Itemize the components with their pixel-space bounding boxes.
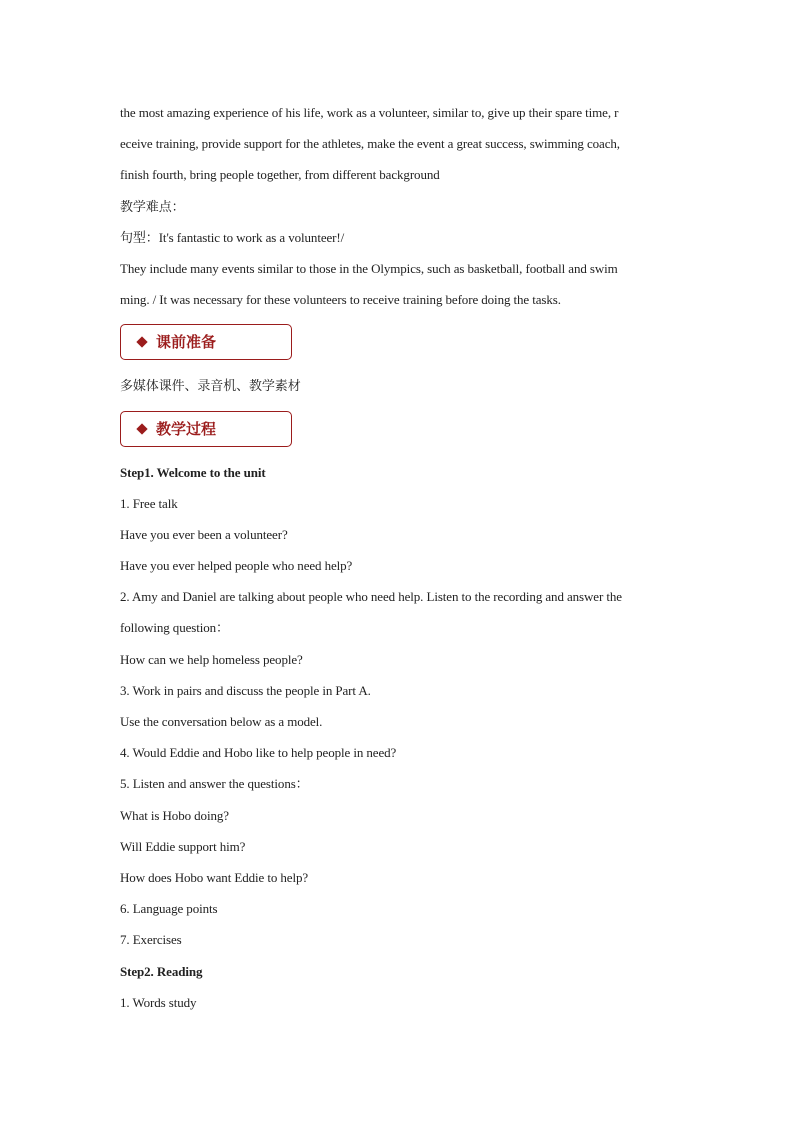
diamond-icon <box>136 337 147 348</box>
difficulty-label: 教学难点： <box>120 198 185 214</box>
process-line: Will Eddie support him? <box>120 838 246 854</box>
section-header-process <box>120 411 292 447</box>
intro-line-1: the most amazing experience of his life, work as a volunteer, similar to, give up their spare time, r <box>120 105 619 120</box>
sentence-pattern-line: 句型：It's fantastic to work as a volunteer!/ <box>120 229 345 245</box>
section-title-process: 教学过程 <box>156 419 217 438</box>
difficulty-line-1: They include many events similar to those in the Olympics, such as basketball, football and swim <box>120 260 618 276</box>
prep-content: 多媒体课件、录音机、教学素材 <box>120 378 301 394</box>
step-heading: Step1. Welcome to the unit <box>120 464 266 480</box>
process-line: Have you ever been a volunteer? <box>120 526 288 542</box>
process-line: 2. Amy and Daniel are talking about people who need help. Listen to the recording and answer the <box>120 589 622 605</box>
diamond-icon <box>136 423 147 434</box>
process-list <box>120 457 680 1018</box>
intro-line-3: finish fourth, bring people together, from different background <box>120 167 440 183</box>
process-line: How can we help homeless people? <box>120 651 303 667</box>
process-line: 6. Language points <box>120 901 218 917</box>
process-line: 5. Listen and answer the questions： <box>120 776 309 792</box>
section-header-prep <box>120 324 292 360</box>
difficulty-line-2: ming. / It was necessary for these volunteers to receive training before doing the tasks. <box>120 292 561 308</box>
process-line: What is Hobo doing? <box>120 807 229 823</box>
process-line: 3. Work in pairs and discuss the people in Part A. <box>120 682 371 698</box>
process-line: 4. Would Eddie and Hobo like to help people in need? <box>120 745 397 761</box>
intro-paragraph <box>120 97 680 191</box>
process-line: Use the conversation below as a model. <box>120 714 323 729</box>
header-shadow <box>275 442 305 452</box>
intro-line-2: eceive training, provide support for the athletes, make the event a great success, swimming coach, <box>120 136 620 152</box>
process-line: How does Hobo want Eddie to help? <box>120 869 309 885</box>
document-page <box>120 97 680 1018</box>
process-line: 1. Words study <box>120 994 197 1010</box>
difficulty-paragraph <box>120 253 680 315</box>
header-shadow <box>275 355 305 365</box>
process-line: 7. Exercises <box>120 932 182 948</box>
process-line: following question： <box>120 620 229 636</box>
process-line: Have you ever helped people who need help? <box>120 558 353 574</box>
step-heading: Step2. Reading <box>120 963 203 979</box>
section-title-prep: 课前准备 <box>156 333 217 352</box>
process-line: 1. Free talk <box>120 495 178 511</box>
